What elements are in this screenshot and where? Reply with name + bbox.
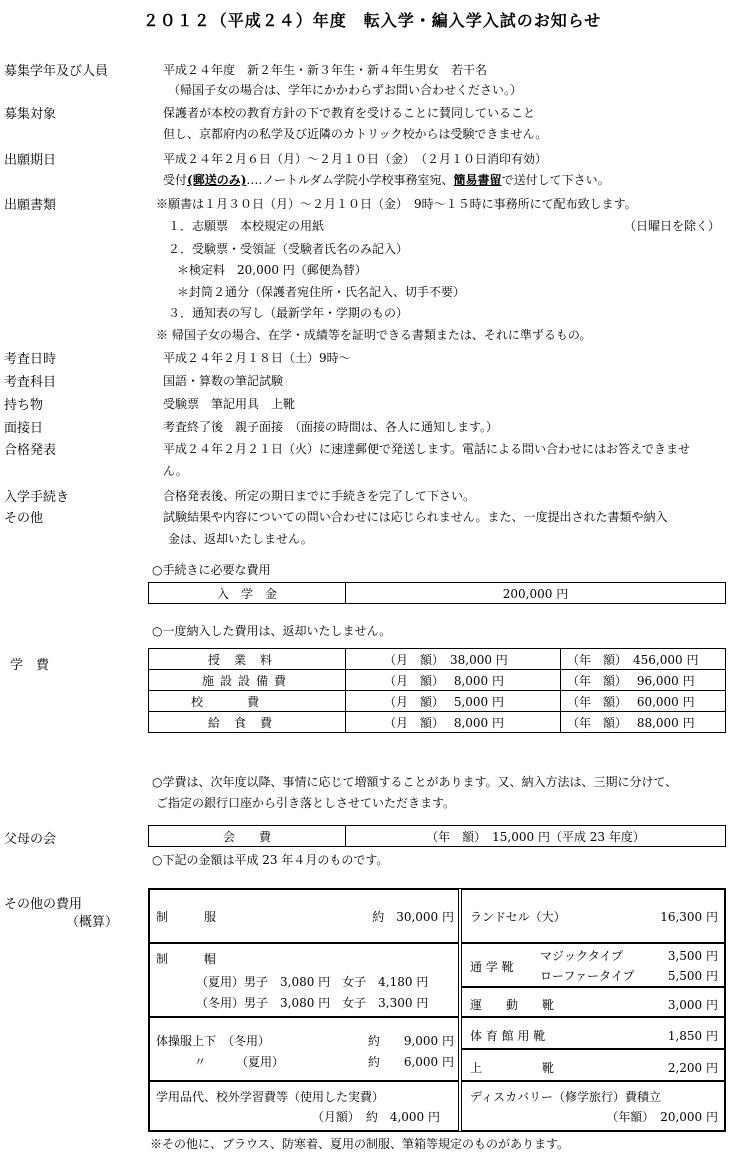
- nyugakukin-table: [148, 582, 726, 604]
- label-gokaku: 合格発表: [4, 443, 57, 458]
- fubo-item: 会 費: [149, 826, 346, 847]
- undoka-value: 3,000 円: [667, 998, 718, 1012]
- boshu-gakunen-line1: 平成２４年度 新２年生・新３年生・新４年生男女 若干名: [163, 63, 488, 77]
- seifuku-name: 制 服: [156, 910, 217, 924]
- nyugaku-text: 合格発表後、所定の期日までに手続きを完了して下さい。: [163, 489, 476, 503]
- randoseru-cell: [461, 889, 725, 943]
- fubo-note: ○下記の金額は平成 23 年４月のものです。: [152, 853, 389, 867]
- seifuku-cell: [149, 889, 459, 943]
- gakuhi-yearly: （年 額） 88,000 円: [561, 712, 726, 733]
- randoseru-name: ランドセル（大）: [470, 910, 566, 924]
- gakuhi-yearly: （年 額） 456,000 円: [561, 649, 726, 670]
- discovery-name: ディスカバリー（修学旅行）費積立: [470, 1090, 662, 1104]
- label-shutsugan-shorui: 出願書類: [4, 198, 57, 213]
- discovery-cell: [461, 1081, 725, 1131]
- sonota-line1: 試験結果や内容についての問い合わせには応じられません。また、一度提出された書類や納入: [163, 510, 668, 524]
- kani-kakitome-text: 簡易書留: [453, 173, 502, 187]
- kosa-nichiji-text: 平成２４年２月１８日（土）9時～: [163, 351, 351, 365]
- gakuyohin-cell: [149, 1081, 459, 1131]
- gakuhi-name: 給食費: [149, 712, 346, 733]
- sonota-line2: 金は、返却いたしません。: [168, 532, 313, 546]
- seibo-summer: （夏用）男子 3,080 円 女子 4,180 円: [196, 975, 429, 989]
- label-kosa-nichiji: 考査日時: [4, 352, 57, 367]
- taisofuku-name1: 体操服上下 （冬用）: [156, 1034, 271, 1048]
- tetsuzuki-note: ○一度納入した費用は、返却いたしません。: [152, 624, 392, 638]
- footnote: ※その他に、ブラウス、防寒着、夏用の制服、筆箱等規定のものがあります。: [150, 1137, 570, 1151]
- shorui-note: ※ 帰国子女の場合、在学・成績等を証明できる書類または、それに準ずるもの。: [156, 328, 592, 342]
- boshu-taisho-line2: 但し、京都府内の私学及び近隣のカトリック校からは受験できません。: [163, 127, 548, 141]
- label-shutsugan-kijitsu: 出願期日: [4, 153, 57, 168]
- soufu-text: で送付して下さい。: [501, 173, 610, 187]
- table-row: [149, 649, 726, 670]
- boshu-taisho-line1: 保護者が本校の教育方針の下で教育を受けることに賛同していること: [163, 106, 536, 120]
- shutsugan-kijitsu-line2: [163, 171, 610, 188]
- gakuhi-name: 校費: [149, 691, 346, 712]
- seibo-name: 制 帽: [156, 952, 217, 966]
- tetsuzuki-heading: ○手続きに必要な費用: [152, 563, 271, 577]
- gakuhi-monthly: （月 額） 38,000 円: [346, 649, 561, 670]
- gakuhi-note2: ご指定の銀行口座から引き落としさせていただきます。: [156, 796, 456, 810]
- mensetsu-text: 考査終了後 親子面接 （面接の時間は、各人に通知します。）: [163, 420, 499, 434]
- taiikukan-cell: [461, 1017, 725, 1049]
- uwabaki-name: 上 靴: [470, 1061, 555, 1075]
- jimushitsu-text: ‥‥ノートルダム学院小学校事務室宛、: [246, 173, 454, 187]
- label-fubo: 父母の会: [4, 832, 57, 847]
- seibo-winter: （冬用）男子 3,080 円 女子 3,300 円: [196, 996, 429, 1010]
- label-mochimono: 持ち物: [4, 398, 44, 413]
- taisofuku-value2: 約 6,000 円: [367, 1055, 454, 1069]
- tsugakuka-name: 通 学 靴: [470, 960, 514, 974]
- gakuhi-monthly: （月 額） 8,000 円: [346, 712, 561, 733]
- taisofuku-name2: 〃 （夏用）: [194, 1055, 285, 1069]
- sonota-hiyo-grid: [148, 888, 726, 1132]
- shorui-line1: ※願書は１月３０日（月）～２月１０日（金） 9時～１５時に事務所にて配布致します。: [156, 197, 637, 211]
- label-gaisan: （概算）: [66, 915, 119, 930]
- kosa-kamoku-text: 国語・算数の筆記試験: [163, 374, 284, 388]
- boshu-gakunen-line2: （帰国子女の場合は、学年にかかわらずお問い合わせください。）: [168, 83, 523, 97]
- tsugakuka-cell: [461, 943, 725, 987]
- shutsugan-kijitsu-line1: 平成２４年２月６日（月）～２月１０日（金） （２月１０日消印有効）: [163, 152, 548, 166]
- taiikukan-value: 1,850 円: [667, 1029, 718, 1043]
- taiikukan-name: 体 育 館 用 靴: [470, 1029, 546, 1043]
- gokaku-line2: ん。: [163, 464, 188, 478]
- shorui-item3: ３．通知表の写し（最新学年・学期のもの）: [168, 306, 409, 320]
- label-nyugaku: 入学手続き: [4, 490, 70, 505]
- yuso-nomi-text: (郵送のみ): [187, 173, 247, 187]
- gakuhi-monthly: （月 額） 8,000 円: [346, 670, 561, 691]
- gakuhi-name: 授業料: [149, 649, 346, 670]
- gakuhi-note1: ○学費は、次年度以降、事情に応じて増額することがあります。又、納入方法は、三期に分けて、: [152, 775, 678, 789]
- tsugakuka-magic-value: 3,500 円: [667, 949, 718, 963]
- mochimono-text: 受験票 筆記用具 上靴: [163, 397, 296, 411]
- uwabaki-cell: [461, 1049, 725, 1081]
- shorui-item2a: ＊検定料 20,000 円（郵便為替）: [177, 263, 367, 277]
- gakuhi-monthly: （月 額） 5,000 円: [346, 691, 561, 712]
- fubo-table: [148, 825, 726, 847]
- undoka-cell: [461, 987, 725, 1017]
- gakuyohin-value: （月額） 約 4,000 円: [311, 1110, 440, 1124]
- undoka-name: 運 動 靴: [470, 998, 555, 1012]
- label-boshu-taisho: 募集対象: [4, 107, 57, 122]
- discovery-value: （年額） 20,000 円: [606, 1110, 718, 1124]
- gakuhi-yearly: （年 額） 96,000 円: [561, 670, 726, 691]
- uketsuke-text: 受付: [163, 173, 188, 187]
- table-row: [149, 712, 726, 733]
- gakuhi-table: [148, 648, 726, 733]
- label-sonota-hiyo: その他の費用: [4, 897, 83, 912]
- tsugakuka-magic: マジックタイプ: [540, 949, 624, 963]
- table-row: [149, 691, 726, 712]
- page-title: ２０１２（平成２４）年度 転入学・編入学入試のお知らせ: [142, 11, 602, 30]
- table-row: [149, 670, 726, 691]
- seibo-cell: [149, 943, 459, 1017]
- taisofuku-value1: 約 9,000 円: [367, 1034, 454, 1048]
- tsugakuka-loafer-value: 5,500 円: [667, 969, 718, 983]
- uwabaki-value: 2,200 円: [667, 1061, 718, 1075]
- label-kosa-kamoku: 考査科目: [4, 375, 57, 390]
- shorui-item2: ２．受験票・受領証（受験者氏名のみ記入）: [168, 242, 409, 256]
- gakuhi-name: 施設設備費: [149, 670, 346, 691]
- label-boshu-gakunen: 募集学年及び人員: [4, 64, 109, 79]
- gokaku-line1: 平成２４年２月２１日（火）に速達郵便で発送します。電話による問い合わせにはお答えできませ: [163, 442, 691, 456]
- fubo-value: （年 額） 15,000 円（平成 23 年度）: [346, 826, 726, 847]
- shorui-item1: １．志願票 本校規定の用紙: [168, 219, 325, 233]
- shorui-item1-note: （日曜日を除く）: [624, 219, 721, 233]
- shorui-item2b: ＊封筒２通分（保護者宛住所・氏名記入、切手不要）: [177, 285, 466, 299]
- gakuyohin-name: 学用品代、校外学習費等（使用した実費）: [156, 1090, 385, 1104]
- seifuku-value: 約 30,000 円: [372, 910, 454, 924]
- label-sonota: その他: [4, 511, 44, 526]
- gakuhi-yearly: （年 額） 60,000 円: [561, 691, 726, 712]
- label-gakuhi: 学 費: [10, 658, 50, 673]
- tsugakuka-loafer: ローファータイプ: [540, 969, 635, 983]
- randoseru-value: 16,300 円: [660, 910, 718, 924]
- nyugakukin-label: 入 学 金: [149, 583, 346, 604]
- taisofuku-cell: [149, 1017, 459, 1081]
- nyugakukin-value: 200,000 円: [346, 583, 726, 604]
- label-mensetsu: 面接日: [4, 421, 44, 436]
